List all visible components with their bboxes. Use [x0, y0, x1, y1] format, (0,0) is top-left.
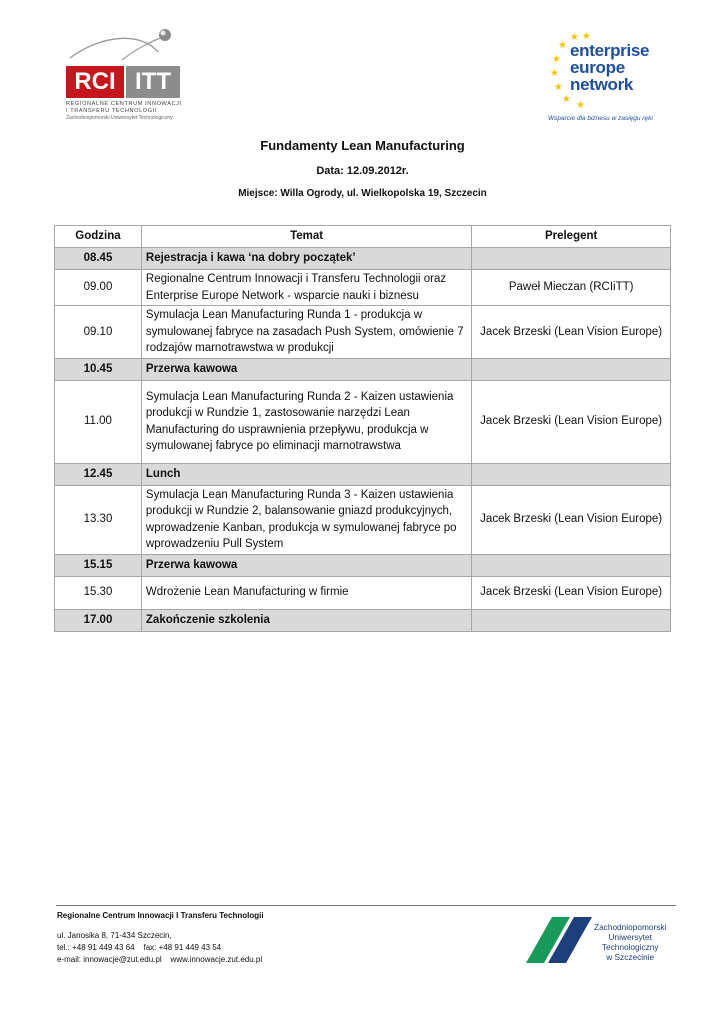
document-title: Fundamenty Lean Manufacturing: [260, 138, 465, 153]
row-time: 10.45: [55, 358, 142, 380]
table-row: [55, 270, 671, 306]
row-time: 17.00: [55, 609, 142, 631]
row-topic: Przerwa kawowa: [141, 554, 471, 576]
table-row: [55, 380, 671, 463]
row-topic: Zakończenie szkolenia: [141, 609, 471, 631]
row-topic: Symulacja Lean Manufacturing Runda 1 - produkcja w symulowanej fabryce na zasadach Push System, omówienie 7 rodzajów marnotrawstwa w produkcji: [141, 306, 471, 359]
rciitt-logo: [62, 26, 188, 126]
table-row: [55, 576, 671, 609]
table-row: [55, 248, 671, 270]
row-time: 09.10: [55, 306, 142, 359]
footer-divider: [56, 905, 676, 906]
row-topic: Wdrożenie Lean Manufacturing w firmie: [141, 576, 471, 609]
een-wordmark: enterprise europe network: [570, 41, 650, 94]
row-speaker: [472, 463, 671, 485]
table-row: [55, 306, 671, 359]
row-speaker: Jacek Brzeski (Lean Vision Europe): [472, 576, 671, 609]
row-topic: Symulacja Lean Manufacturing Runda 3 - Kaizen ustawienia produkcji w Rundzie 2, balansowanie gniazd produkcyjnych, wprowadzenie Kanban, produkcja w symulowanej fabryce po wprowadzeniu Pull System: [141, 485, 471, 554]
event-place: Miejsce: Willa Ogrody, ul. Wielkopolska 19, Szczecin: [238, 188, 487, 199]
table-row: [55, 609, 671, 631]
footer-org-name: Regionalne Centrum Innowacji I Transferu Technologii: [57, 911, 264, 920]
row-speaker: [472, 609, 671, 631]
row-time: 09.00: [55, 270, 142, 306]
zut-logo: [522, 915, 682, 967]
table-row: [55, 485, 671, 554]
row-topic: Przerwa kawowa: [141, 358, 471, 380]
svg-text:★: ★: [554, 82, 563, 93]
table-row: [55, 463, 671, 485]
row-speaker: Jacek Brzeski (Lean Vision Europe): [472, 485, 671, 554]
zut-wordmark: Zachodniopomorski Uniwersytet Technologiczny w Szczecinie: [594, 922, 667, 962]
een-tagline: Wsparcie dla biznesu w zasięgu ręki: [548, 115, 653, 122]
footer-phone: tel.: +48 91 449 43 64 fax: +48 91 449 43 54: [57, 943, 222, 952]
row-time: 08.45: [55, 248, 142, 270]
row-speaker: [472, 554, 671, 576]
een-logo: [548, 30, 668, 130]
row-time: 12.45: [55, 463, 142, 485]
header-time: Godzina: [55, 226, 142, 248]
row-topic: Lunch: [141, 463, 471, 485]
row-time: 11.00: [55, 380, 142, 463]
row-topic: Regionalne Centrum Innowacji i Transferu Technologii oraz Enterprise Europe Network - wsparcie nauki i biznesu: [141, 270, 471, 306]
row-time: 15.30: [55, 576, 142, 609]
svg-text:★: ★: [582, 31, 591, 42]
rciitt-letters-red: RCI: [66, 66, 124, 98]
row-topic: Symulacja Lean Manufacturing Runda 2 - Kaizen ustawienia produkcji w Rundzie 1, zastosowanie narzędzi Lean Manufacturing do usprawnienia przepływu, produkcja w symulowanej fabryce po eliminacji marnotrawstwa: [141, 380, 471, 463]
row-time: 13.30: [55, 485, 142, 554]
svg-text:★: ★: [576, 100, 585, 110]
row-speaker: [472, 358, 671, 380]
rciitt-subtitle: REGIONALNE CENTRUM INNOWACJI I TRANSFERU TECHNOLOGII: [66, 101, 182, 114]
row-speaker: Jacek Brzeski (Lean Vision Europe): [472, 306, 671, 359]
rciitt-university: Zachodniopomorski Uniwersytet Technologiczny: [66, 115, 173, 121]
header-topic: Temat: [141, 226, 471, 248]
svg-text:★: ★: [558, 40, 567, 51]
row-topic: Rejestracja i kawa ‘na dobry początek’: [141, 248, 471, 270]
rciitt-letters-grey: ITT: [126, 66, 180, 98]
svg-text:★: ★: [570, 32, 579, 43]
row-speaker: Paweł Mieczan (RCIiTT): [472, 270, 671, 306]
footer-contact-block: [57, 930, 262, 966]
zut-emblem-icon: [522, 915, 592, 965]
svg-text:★: ★: [552, 54, 561, 65]
row-time: 15.15: [55, 554, 142, 576]
event-date: Data: 12.09.2012r.: [316, 165, 409, 177]
table-header-row: [55, 226, 671, 248]
header-speaker: Prelegent: [472, 226, 671, 248]
table-row: [55, 358, 671, 380]
rciitt-swoosh-icon: [62, 26, 188, 66]
svg-text:★: ★: [550, 68, 559, 79]
row-speaker: [472, 248, 671, 270]
footer-email-web: e-mail: innowacje@zut.edu.pl www.innowacje.zut.edu.pl: [57, 955, 263, 964]
agenda-table: [54, 225, 671, 632]
row-speaker: Jacek Brzeski (Lean Vision Europe): [472, 380, 671, 463]
footer-address: ul. Janosika 8, 71-434 Szczecin,: [57, 931, 172, 940]
svg-text:★: ★: [562, 94, 571, 105]
table-row: [55, 554, 671, 576]
